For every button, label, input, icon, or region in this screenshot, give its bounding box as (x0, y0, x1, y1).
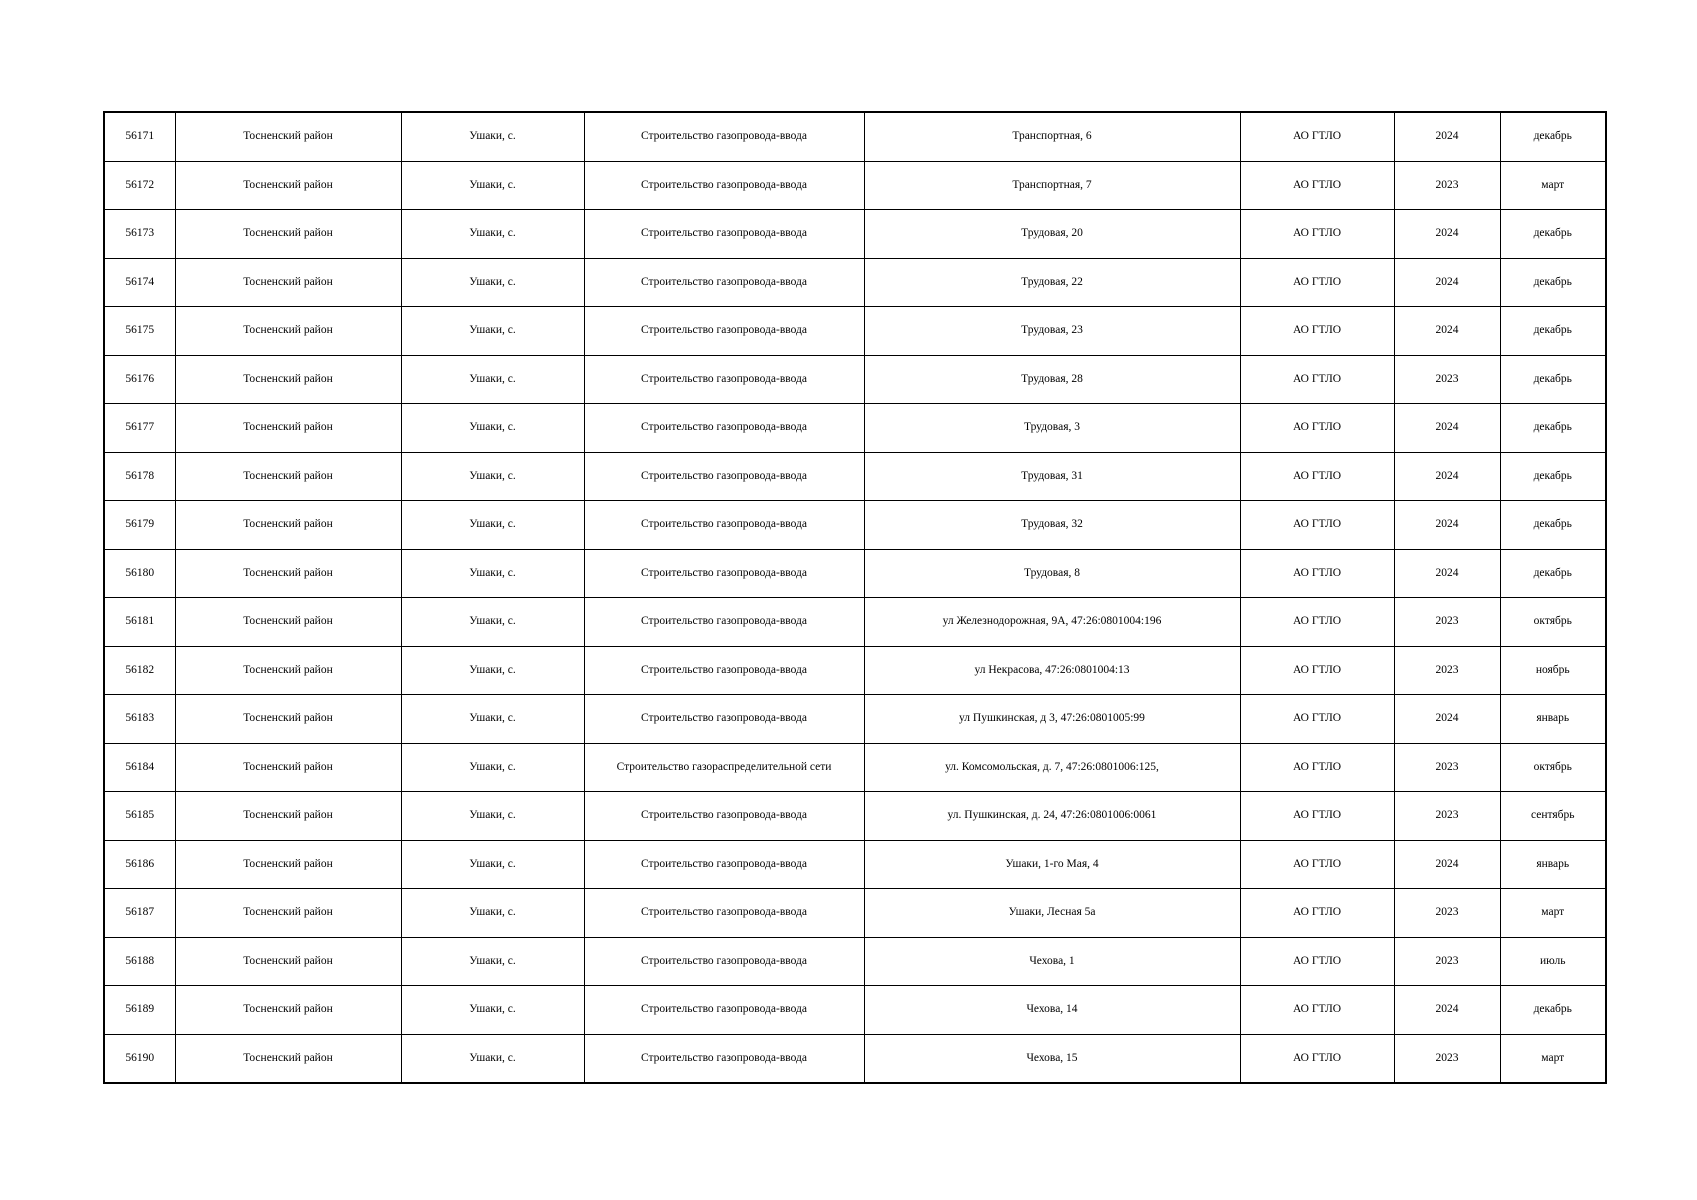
cell-organization: АО ГТЛО (1240, 501, 1394, 550)
cell-work-type: Строительство газопровода-ввода (584, 355, 864, 404)
cell-month: декабрь (1500, 501, 1606, 550)
cell-locality: Ушаки, с. (401, 452, 584, 501)
cell-id: 56189 (104, 986, 175, 1035)
cell-year: 2023 (1394, 937, 1500, 986)
cell-work-type: Строительство газопровода-ввода (584, 404, 864, 453)
cell-address: Чехова, 15 (864, 1034, 1240, 1083)
cell-address: Транспортная, 7 (864, 161, 1240, 210)
cell-organization: АО ГТЛО (1240, 1034, 1394, 1083)
cell-month: сентябрь (1500, 792, 1606, 841)
cell-organization: АО ГТЛО (1240, 743, 1394, 792)
cell-year: 2023 (1394, 598, 1500, 647)
cell-district: Тосненский район (175, 743, 401, 792)
table-row (104, 889, 1606, 938)
cell-year: 2023 (1394, 646, 1500, 695)
cell-address: ул Железнодорожная, 9А, 47:26:0801004:196 (864, 598, 1240, 647)
table-row (104, 258, 1606, 307)
cell-address: ул. Комсомольская, д. 7, 47:26:0801006:125, (864, 743, 1240, 792)
cell-year: 2023 (1394, 792, 1500, 841)
cell-year: 2024 (1394, 307, 1500, 356)
cell-year: 2024 (1394, 695, 1500, 744)
cell-organization: АО ГТЛО (1240, 889, 1394, 938)
cell-locality: Ушаки, с. (401, 889, 584, 938)
cell-district: Тосненский район (175, 695, 401, 744)
table-row (104, 937, 1606, 986)
cell-address: ул Некрасова, 47:26:0801004:13 (864, 646, 1240, 695)
cell-work-type: Строительство газопровода-ввода (584, 258, 864, 307)
cell-district: Тосненский район (175, 889, 401, 938)
cell-locality: Ушаки, с. (401, 840, 584, 889)
cell-organization: АО ГТЛО (1240, 792, 1394, 841)
cell-district: Тосненский район (175, 646, 401, 695)
cell-year: 2023 (1394, 1034, 1500, 1083)
cell-organization: АО ГТЛО (1240, 598, 1394, 647)
cell-district: Тосненский район (175, 452, 401, 501)
cell-district: Тосненский район (175, 161, 401, 210)
table-row (104, 112, 1606, 161)
cell-month: октябрь (1500, 743, 1606, 792)
cell-organization: АО ГТЛО (1240, 210, 1394, 259)
cell-id: 56174 (104, 258, 175, 307)
cell-month: декабрь (1500, 986, 1606, 1035)
cell-locality: Ушаки, с. (401, 549, 584, 598)
cell-id: 56171 (104, 112, 175, 161)
cell-work-type: Строительство газопровода-ввода (584, 161, 864, 210)
cell-district: Тосненский район (175, 210, 401, 259)
cell-id: 56187 (104, 889, 175, 938)
cell-district: Тосненский район (175, 501, 401, 550)
table-row (104, 695, 1606, 744)
cell-address: Транспортная, 6 (864, 112, 1240, 161)
cell-year: 2024 (1394, 840, 1500, 889)
cell-work-type: Строительство газопровода-ввода (584, 112, 864, 161)
cell-district: Тосненский район (175, 258, 401, 307)
cell-id: 56172 (104, 161, 175, 210)
cell-id: 56181 (104, 598, 175, 647)
cell-locality: Ушаки, с. (401, 646, 584, 695)
table-row (104, 452, 1606, 501)
cell-month: март (1500, 161, 1606, 210)
cell-id: 56173 (104, 210, 175, 259)
cell-id: 56190 (104, 1034, 175, 1083)
cell-address: Трудовая, 28 (864, 355, 1240, 404)
cell-month: январь (1500, 840, 1606, 889)
table-row (104, 355, 1606, 404)
cell-organization: АО ГТЛО (1240, 646, 1394, 695)
table-row (104, 307, 1606, 356)
table-row (104, 840, 1606, 889)
cell-year: 2024 (1394, 210, 1500, 259)
cell-month: ноябрь (1500, 646, 1606, 695)
cell-year: 2023 (1394, 743, 1500, 792)
cell-locality: Ушаки, с. (401, 792, 584, 841)
cell-id: 56179 (104, 501, 175, 550)
table-row (104, 598, 1606, 647)
table-row (104, 501, 1606, 550)
cell-id: 56178 (104, 452, 175, 501)
table-row (104, 404, 1606, 453)
cell-locality: Ушаки, с. (401, 598, 584, 647)
cell-work-type: Строительство газопровода-ввода (584, 695, 864, 744)
cell-id: 56175 (104, 307, 175, 356)
cell-address: Трудовая, 32 (864, 501, 1240, 550)
cell-organization: АО ГТЛО (1240, 307, 1394, 356)
cell-address: Ушаки, Лесная 5а (864, 889, 1240, 938)
cell-month: декабрь (1500, 258, 1606, 307)
cell-id: 56180 (104, 549, 175, 598)
cell-locality: Ушаки, с. (401, 307, 584, 356)
cell-organization: АО ГТЛО (1240, 404, 1394, 453)
cell-month: июль (1500, 937, 1606, 986)
cell-address: Трудовая, 8 (864, 549, 1240, 598)
cell-district: Тосненский район (175, 840, 401, 889)
cell-year: 2023 (1394, 355, 1500, 404)
cell-id: 56183 (104, 695, 175, 744)
cell-month: январь (1500, 695, 1606, 744)
cell-organization: АО ГТЛО (1240, 840, 1394, 889)
cell-address: Ушаки, 1-го Мая, 4 (864, 840, 1240, 889)
table-row (104, 549, 1606, 598)
cell-locality: Ушаки, с. (401, 210, 584, 259)
cell-address: Трудовая, 31 (864, 452, 1240, 501)
cell-work-type: Строительство газопровода-ввода (584, 452, 864, 501)
cell-id: 56185 (104, 792, 175, 841)
cell-work-type: Строительство газопровода-ввода (584, 1034, 864, 1083)
cell-id: 56184 (104, 743, 175, 792)
cell-id: 56186 (104, 840, 175, 889)
cell-organization: АО ГТЛО (1240, 258, 1394, 307)
cell-month: март (1500, 889, 1606, 938)
cell-address: Трудовая, 20 (864, 210, 1240, 259)
cell-id: 56176 (104, 355, 175, 404)
cell-month: декабрь (1500, 452, 1606, 501)
cell-month: декабрь (1500, 112, 1606, 161)
cell-year: 2023 (1394, 161, 1500, 210)
cell-id: 56182 (104, 646, 175, 695)
cell-year: 2024 (1394, 549, 1500, 598)
cell-locality: Ушаки, с. (401, 161, 584, 210)
cell-locality: Ушаки, с. (401, 937, 584, 986)
cell-month: декабрь (1500, 355, 1606, 404)
table-row (104, 161, 1606, 210)
cell-month: октябрь (1500, 598, 1606, 647)
gas-connection-table (103, 111, 1607, 1084)
cell-work-type: Строительство газопровода-ввода (584, 937, 864, 986)
cell-year: 2024 (1394, 986, 1500, 1035)
cell-organization: АО ГТЛО (1240, 986, 1394, 1035)
cell-year: 2024 (1394, 501, 1500, 550)
cell-work-type: Строительство газопровода-ввода (584, 889, 864, 938)
cell-organization: АО ГТЛО (1240, 112, 1394, 161)
cell-organization: АО ГТЛО (1240, 695, 1394, 744)
cell-address: ул. Пушкинская, д. 24, 47:26:0801006:0061 (864, 792, 1240, 841)
table-row (104, 1034, 1606, 1083)
cell-work-type: Строительство газопровода-ввода (584, 646, 864, 695)
cell-month: декабрь (1500, 210, 1606, 259)
cell-year: 2024 (1394, 404, 1500, 453)
table-row (104, 210, 1606, 259)
table-body (104, 112, 1606, 1083)
table-row (104, 792, 1606, 841)
cell-address: Чехова, 14 (864, 986, 1240, 1035)
cell-year: 2024 (1394, 112, 1500, 161)
cell-id: 56177 (104, 404, 175, 453)
cell-work-type: Строительство газопровода-ввода (584, 307, 864, 356)
cell-month: март (1500, 1034, 1606, 1083)
cell-locality: Ушаки, с. (401, 1034, 584, 1083)
cell-work-type: Строительство газопровода-ввода (584, 501, 864, 550)
cell-work-type: Строительство газопровода-ввода (584, 840, 864, 889)
cell-work-type: Строительство газораспределительной сети (584, 743, 864, 792)
cell-district: Тосненский район (175, 549, 401, 598)
cell-month: декабрь (1500, 549, 1606, 598)
cell-locality: Ушаки, с. (401, 743, 584, 792)
table-row (104, 646, 1606, 695)
cell-organization: АО ГТЛО (1240, 452, 1394, 501)
cell-locality: Ушаки, с. (401, 404, 584, 453)
cell-district: Тосненский район (175, 355, 401, 404)
cell-work-type: Строительство газопровода-ввода (584, 598, 864, 647)
cell-address: Трудовая, 23 (864, 307, 1240, 356)
cell-locality: Ушаки, с. (401, 112, 584, 161)
cell-organization: АО ГТЛО (1240, 355, 1394, 404)
cell-address: Трудовая, 22 (864, 258, 1240, 307)
cell-work-type: Строительство газопровода-ввода (584, 210, 864, 259)
cell-locality: Ушаки, с. (401, 355, 584, 404)
cell-address: ул Пушкинская, д 3, 47:26:0801005:99 (864, 695, 1240, 744)
cell-district: Тосненский район (175, 937, 401, 986)
cell-district: Тосненский район (175, 404, 401, 453)
cell-work-type: Строительство газопровода-ввода (584, 549, 864, 598)
cell-district: Тосненский район (175, 986, 401, 1035)
cell-locality: Ушаки, с. (401, 501, 584, 550)
cell-locality: Ушаки, с. (401, 695, 584, 744)
cell-district: Тосненский район (175, 307, 401, 356)
cell-year: 2023 (1394, 889, 1500, 938)
cell-district: Тосненский район (175, 598, 401, 647)
cell-work-type: Строительство газопровода-ввода (584, 792, 864, 841)
cell-month: декабрь (1500, 307, 1606, 356)
table-row (104, 743, 1606, 792)
cell-organization: АО ГТЛО (1240, 549, 1394, 598)
cell-district: Тосненский район (175, 1034, 401, 1083)
cell-address: Трудовая, 3 (864, 404, 1240, 453)
cell-month: декабрь (1500, 404, 1606, 453)
cell-district: Тосненский район (175, 112, 401, 161)
cell-locality: Ушаки, с. (401, 986, 584, 1035)
cell-year: 2024 (1394, 452, 1500, 501)
table-row (104, 986, 1606, 1035)
cell-organization: АО ГТЛО (1240, 161, 1394, 210)
cell-year: 2024 (1394, 258, 1500, 307)
cell-id: 56188 (104, 937, 175, 986)
cell-organization: АО ГТЛО (1240, 937, 1394, 986)
cell-locality: Ушаки, с. (401, 258, 584, 307)
cell-district: Тосненский район (175, 792, 401, 841)
cell-address: Чехова, 1 (864, 937, 1240, 986)
cell-work-type: Строительство газопровода-ввода (584, 986, 864, 1035)
